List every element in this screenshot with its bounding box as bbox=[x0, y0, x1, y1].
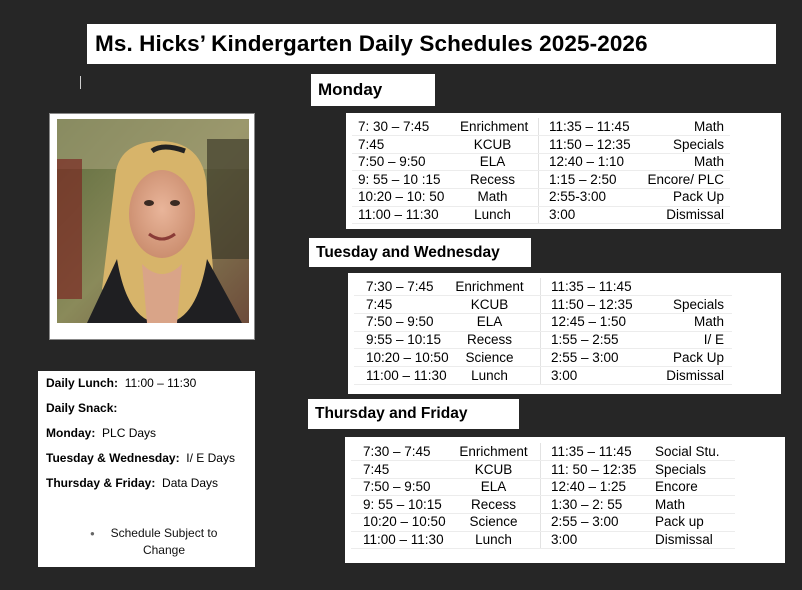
activity-afternoon: Specials bbox=[672, 296, 724, 312]
schedule-row bbox=[354, 349, 732, 367]
activity-morning: ELA bbox=[476, 314, 503, 330]
monday-row: Monday: PLC Days bbox=[46, 426, 157, 440]
activity-afternoon: Pack Up bbox=[672, 349, 724, 365]
activity-morning: ELA bbox=[480, 479, 507, 495]
activity-morning: Recess bbox=[466, 332, 512, 348]
row-divider bbox=[352, 223, 730, 224]
time-afternoon: 12:40 – 1:25 bbox=[551, 479, 627, 495]
activity-afternoon: Specials bbox=[672, 136, 724, 152]
time-start: 7:45 bbox=[366, 296, 393, 312]
time-afternoon: 11:35 – 11:45 bbox=[549, 119, 630, 134]
daily-snack-row: Daily Snack: bbox=[46, 401, 118, 415]
time-start: 11:00 – 11:30 bbox=[366, 367, 447, 383]
time-afternoon: 3:00 bbox=[549, 207, 576, 222]
activity-afternoon: I/ E bbox=[703, 332, 724, 348]
time-start: 9: 55 – 10 :15 bbox=[358, 171, 441, 187]
time-afternoon: 11: 50 – 12:35 bbox=[551, 461, 637, 477]
activity-morning: Science bbox=[469, 514, 518, 530]
bullet-icon: ● bbox=[90, 529, 95, 538]
monday-schedule bbox=[346, 113, 781, 229]
tuesday-wednesday-row: Tuesday & Wednesday: I/ E Days bbox=[46, 451, 235, 465]
tuesday-wednesday-schedule bbox=[348, 273, 781, 394]
activity-afternoon: Math bbox=[693, 119, 724, 134]
time-start: 9:55 – 10:15 bbox=[366, 332, 442, 348]
time-start: 9: 55 – 10:15 bbox=[363, 496, 442, 512]
activity-afternoon: Encore/ PLC bbox=[647, 171, 724, 187]
time-afternoon: 11:35 – 11:45 bbox=[551, 444, 632, 459]
time-afternoon: 11:50 – 12:35 bbox=[551, 296, 633, 312]
activity-afternoon: Dismissal bbox=[666, 367, 724, 383]
activity-afternoon: Pack Up bbox=[672, 189, 724, 205]
time-start: 7:50 – 9:50 bbox=[358, 154, 426, 170]
time-afternoon: 1:15 – 2:50 bbox=[549, 171, 617, 187]
time-afternoon: 3:00 bbox=[551, 532, 578, 547]
time-afternoon: 1:30 – 2: 55 bbox=[551, 496, 623, 512]
time-start: 11:00 – 11:30 bbox=[358, 207, 439, 222]
time-start: 7: 30 – 7:45 bbox=[358, 119, 430, 134]
schedule-row bbox=[351, 531, 735, 549]
schedule-row bbox=[351, 496, 735, 514]
activity-morning: KCUB bbox=[474, 461, 513, 477]
activity-morning: Lunch bbox=[474, 207, 511, 222]
time-afternoon: 11:35 – 11:45 bbox=[551, 279, 632, 294]
activity-morning: ELA bbox=[479, 154, 506, 170]
row-divider bbox=[351, 548, 735, 549]
page-title: Ms. Hicks’ Kindergarten Daily Schedules 2025-2026 bbox=[95, 31, 648, 56]
time-afternoon: 2:55 – 3:00 bbox=[551, 349, 619, 365]
schedule-row bbox=[352, 136, 730, 154]
row-divider bbox=[354, 384, 732, 385]
title-box bbox=[87, 24, 776, 64]
activity-morning: Recess bbox=[470, 496, 516, 512]
schedule-row bbox=[351, 443, 735, 461]
activity-morning: Enrichment bbox=[455, 279, 524, 294]
time-start: 7:30 – 7:45 bbox=[363, 444, 431, 459]
schedule-row bbox=[354, 367, 732, 385]
schedule-row bbox=[352, 188, 730, 206]
activity-afternoon: Social Stu. bbox=[655, 444, 720, 459]
time-start: 10:20 – 10: 50 bbox=[358, 189, 445, 205]
activity-afternoon: Pack up bbox=[655, 514, 704, 530]
activity-morning: Enrichment bbox=[460, 119, 529, 134]
schedule-row bbox=[354, 331, 732, 349]
time-start: 7:30 – 7:45 bbox=[366, 279, 434, 294]
activity-morning: KCUB bbox=[473, 136, 512, 152]
activity-morning: Science bbox=[465, 349, 514, 365]
time-start: 10:20 – 10:50 bbox=[366, 349, 449, 365]
time-afternoon: 1:55 – 2:55 bbox=[551, 332, 619, 348]
time-afternoon: 11:50 – 12:35 bbox=[549, 136, 631, 152]
thursday-friday-row: Thursday & Friday: Data Days bbox=[46, 476, 219, 490]
time-start: 7:50 – 9:50 bbox=[363, 479, 431, 495]
schedule-row bbox=[352, 153, 730, 171]
activity-afternoon: Encore bbox=[655, 479, 698, 495]
schedule-note: ● Schedule Subject to Change bbox=[90, 526, 218, 557]
activity-afternoon: Math bbox=[655, 496, 686, 512]
activity-morning: Math bbox=[477, 189, 508, 205]
activity-afternoon: Specials bbox=[655, 461, 707, 477]
time-afternoon: 3:00 bbox=[551, 367, 578, 383]
schedule-row bbox=[352, 171, 730, 189]
schedule-row bbox=[351, 461, 735, 479]
activity-morning: KCUB bbox=[470, 296, 509, 312]
time-start: 7:45 bbox=[358, 136, 385, 152]
activity-morning: Recess bbox=[469, 171, 515, 187]
thursday-friday-label: Thursday and Friday bbox=[308, 399, 519, 429]
time-start: 7:50 – 9:50 bbox=[366, 314, 434, 330]
activity-afternoon: Dismissal bbox=[655, 532, 713, 547]
activity-afternoon: Dismissal bbox=[666, 207, 724, 222]
teacher-photo bbox=[57, 119, 249, 323]
schedule-row bbox=[352, 118, 730, 136]
daily-lunch-row: Daily Lunch: 11:00 – 11:30 bbox=[46, 376, 197, 390]
time-afternoon: 2:55 – 3:00 bbox=[551, 514, 619, 530]
schedule-row bbox=[354, 313, 732, 331]
time-afternoon: 2:55-3:00 bbox=[549, 189, 607, 205]
monday-label: Monday bbox=[311, 74, 435, 106]
info-box bbox=[38, 371, 255, 567]
activity-afternoon: Math bbox=[693, 314, 724, 330]
schedule-row bbox=[354, 278, 732, 296]
activity-morning: Enrichment bbox=[459, 444, 528, 459]
schedule-row bbox=[351, 478, 735, 496]
activity-afternoon: Math bbox=[693, 154, 724, 170]
activity-morning: Lunch bbox=[471, 367, 508, 383]
text-cursor bbox=[80, 76, 81, 89]
photo-frame bbox=[49, 113, 255, 340]
time-afternoon: 12:40 – 1:10 bbox=[549, 154, 625, 170]
activity-morning: Lunch bbox=[475, 532, 512, 547]
schedule-row bbox=[351, 513, 735, 531]
schedule-row bbox=[354, 296, 732, 314]
time-afternoon: 12:45 – 1:50 bbox=[551, 314, 627, 330]
tuesday-wednesday-label: Tuesday and Wednesday bbox=[309, 238, 531, 267]
schedule-row bbox=[352, 206, 730, 224]
time-start: 10:20 – 10:50 bbox=[363, 514, 446, 530]
thursday-friday-schedule bbox=[345, 437, 785, 563]
time-start: 11:00 – 11:30 bbox=[363, 532, 444, 547]
time-start: 7:45 bbox=[363, 461, 390, 477]
